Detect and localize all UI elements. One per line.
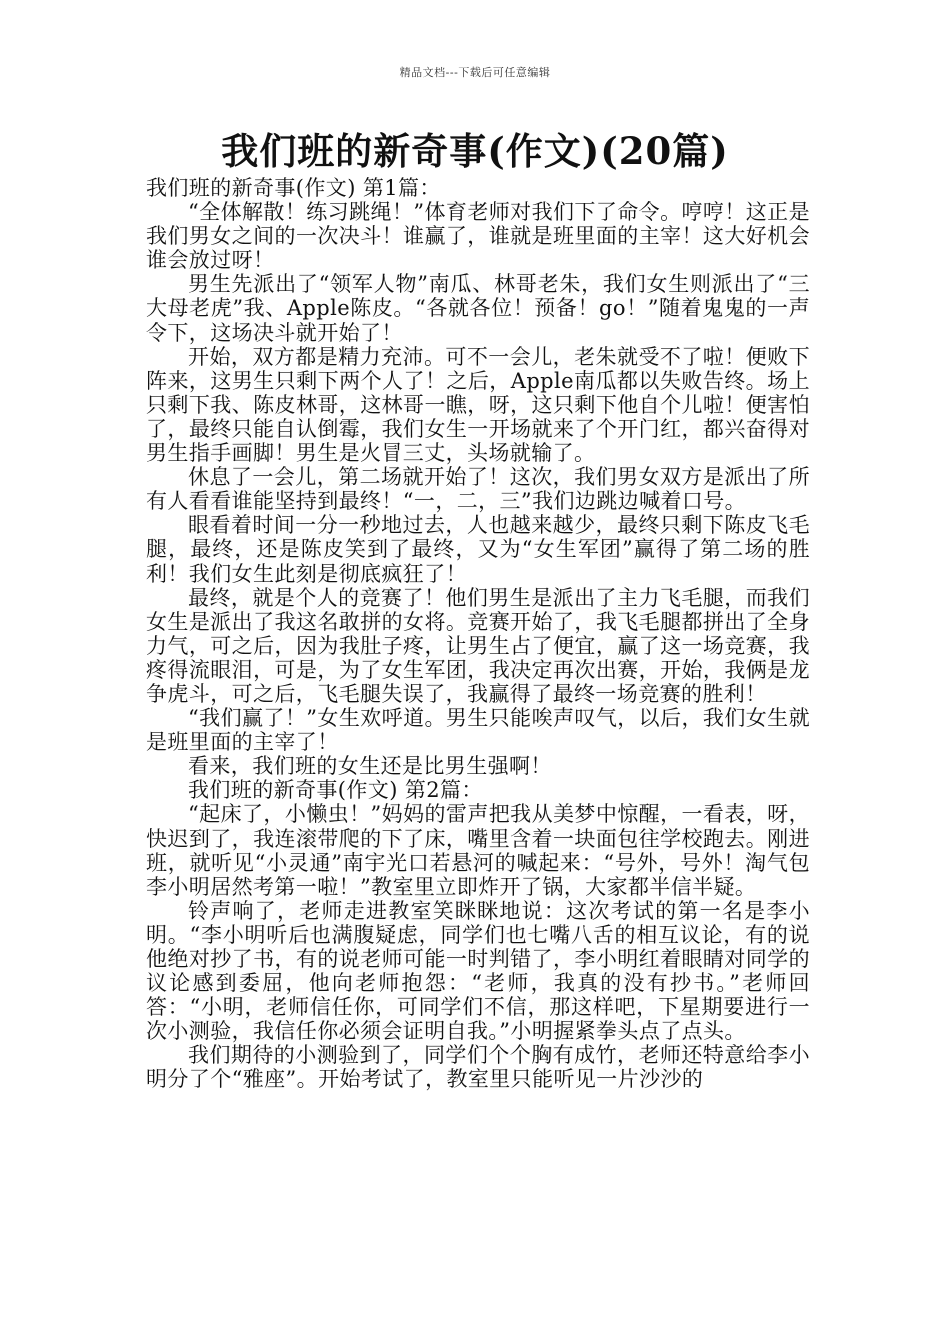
paragraph: 我们班的新奇事(作文) 第2篇： <box>188 778 483 803</box>
paragraph: 我们班的新奇事(作文) 第1篇： <box>146 176 441 200</box>
paragraph: 我们期待的小测验到了，同学们个个胸有成竹，老师还特意给李小明分了个“雅座”。开始考试了，教室里只能听见一片沙沙的 <box>146 1043 810 1092</box>
paragraph: 最终，就是个人的竞赛了！他们男生是派出了主力飞毛腿，而我们女生是派出了我这名敢拼的女将。竞赛开始了，我飞毛腿都拼出了全身力气，可之后，因为我肚子疼，让男生占了便宜，赢了这一场竞赛，我疼得流眼泪，可是，为了女生军团，我决定再次出赛，开始，我俩是龙争虎斗，可之后，飞毛腿失误了，我赢得了最终一场竞赛的胜利！ <box>146 585 810 706</box>
paragraph: 看来，我们班的女生还是比男生强啊！ <box>188 754 552 779</box>
page-header: 精品文档---下载后可任意编辑 <box>399 66 551 79</box>
paragraph: “起床了，小懒虫！”妈妈的雷声把我从美梦中惊醒，一看表，呀，快迟到了，我连滚带爬的下了床，嘴里含着一块面包往学校跑去。刚进班，就听见“小灵通”南宇光口若悬河的喊起来：“号外，号外！淘气包李小明居然考第一啦！”教室里立即炸开了锅，大家都半信半疑。 <box>146 802 810 899</box>
paragraph: 男生先派出了“领军人物”南瓜、林哥老朱，我们女生则派出了“三大母老虎”我、Apple陈皮。“各就各位！预备！go！”随着鬼鬼的一声令下，这场决斗就开始了！ <box>146 272 810 345</box>
paragraph: “全体解散！练习跳绳！”体育老师对我们下了命令。哼哼！这正是我们男女之间的一次决斗！谁赢了，谁就是班里面的主宰！这大好机会谁会放过呀！ <box>146 200 810 273</box>
document-body <box>146 176 810 1092</box>
paragraph: 铃声响了，老师走进教室笑眯眯地说：这次考试的第一名是李小明。“李小明听后也满腹疑虑，同学们也七嘴八舌的相互议论，有的说他绝对抄了书，有的说老师可能一时判错了，李小明红着眼睛对同学的议论感到委屈，他向老师抱怨：“老师，我真的没有抄书。”老师回答：“小明，老师信任你，可同学们不信，那这样吧，下星期要进行一次小测验，我信任你必须会证明自我。”小明握紧拳头点了点头。 <box>146 898 810 1044</box>
paragraph: 眼看着时间一分一秒地过去，人也越来越少，最终只剩下陈皮飞毛腿，最终，还是陈皮笑到了最终，又为“女生军团”赢得了第二场的胜利！我们女生此刻是彻底疯狂了！ <box>146 513 810 586</box>
paragraph: 开始，双方都是精力充沛。可不一会儿，老朱就受不了啦！便败下阵来，这男生只剩下两个人了！之后，Apple南瓜都以失败告终。场上只剩下我、陈皮林哥，这林哥一瞧，呀，这只剩下他自个儿啦！便害怕了，最终只能自认倒霉，我们女生一开场就来了个开门红，都兴奋得对男生指手画脚！男生是火冒三丈，头场就输了。 <box>146 344 810 466</box>
document-title: 我们班的新奇事(作文)(20篇) <box>221 129 729 173</box>
paragraph: 休息了一会儿，第二场就开始了！这次，我们男女双方是派出了所有人看看谁能坚持到最终！“一，二，三”我们边跳边喊着口号。 <box>146 465 810 514</box>
paragraph: “我们赢了！”女生欢呼道。男生只能唉声叹气，以后，我们女生就是班里面的主宰了！ <box>146 706 810 755</box>
